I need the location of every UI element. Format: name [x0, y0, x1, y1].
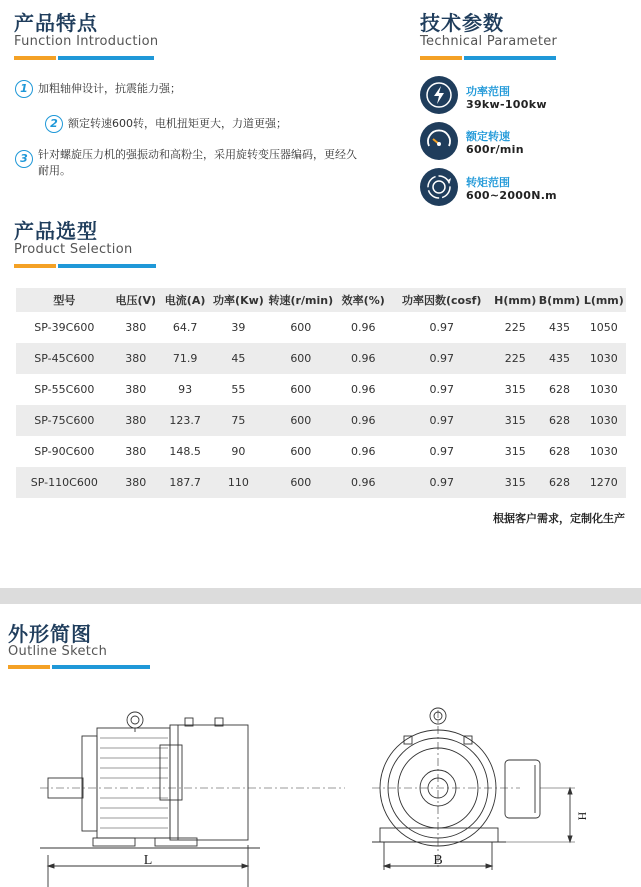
cell-b: 628 [537, 467, 581, 498]
cell-model: SP-75C600 [16, 405, 113, 436]
outline-underline [8, 665, 150, 669]
cell-speed: 600 [266, 312, 336, 343]
front-view [372, 708, 575, 870]
cell-l: 1030 [582, 374, 626, 405]
cell-l: 1270 [582, 467, 626, 498]
cell-voltage: 380 [113, 436, 159, 467]
cell-speed: 600 [266, 405, 336, 436]
cell-h: 225 [493, 312, 537, 343]
cell-efficiency: 0.96 [336, 436, 390, 467]
cell-power-factor: 0.97 [390, 374, 493, 405]
cell-speed: 600 [266, 436, 336, 467]
cell-power-factor: 0.97 [390, 436, 493, 467]
header-power-factor: 功率因数(cosf) [390, 288, 493, 312]
dim-h-label: H [575, 811, 589, 821]
cell-voltage: 380 [113, 405, 159, 436]
param-value-power: 39kw-100kw [466, 98, 547, 111]
cell-power-factor: 0.97 [390, 467, 493, 498]
cell-speed: 600 [266, 343, 336, 374]
selection-table [16, 288, 626, 498]
header-voltage: 电压(V) [113, 288, 159, 312]
cell-efficiency: 0.96 [336, 405, 390, 436]
param-label-torque: 转矩范围 [466, 176, 510, 189]
cell-model: SP-39C600 [16, 312, 113, 343]
header-power: 功率(Kw) [211, 288, 265, 312]
header-current: 电流(A) [159, 288, 211, 312]
torque-icon [420, 168, 458, 206]
cell-model: SP-90C600 [16, 436, 113, 467]
cell-model: SP-110C600 [16, 467, 113, 498]
cell-b: 628 [537, 374, 581, 405]
gauge-icon [420, 122, 458, 160]
cell-h: 315 [493, 467, 537, 498]
features-subtitle: Function Introduction [14, 34, 159, 49]
cell-power-factor: 0.97 [390, 343, 493, 374]
cell-l: 1030 [582, 343, 626, 374]
customization-note: 根据客户需求，定制化生产 [493, 512, 625, 525]
cell-voltage: 380 [113, 467, 159, 498]
technical-subtitle: Technical Parameter [420, 34, 558, 49]
selection-subtitle: Product Selection [14, 242, 133, 257]
header-l: L(mm) [582, 288, 626, 312]
cell-speed: 600 [266, 467, 336, 498]
cell-current: 187.7 [159, 467, 211, 498]
outline-subtitle: Outline Sketch [8, 644, 108, 659]
table-row [16, 374, 626, 405]
cell-b: 628 [537, 405, 581, 436]
cell-h: 315 [493, 405, 537, 436]
feature-item-1: 加粗轴伸设计，抗震能力强； [38, 82, 181, 95]
cell-current: 71.9 [159, 343, 211, 374]
cell-power: 39 [211, 312, 265, 343]
selection-underline [14, 264, 156, 268]
cell-power: 55 [211, 374, 265, 405]
feature-item-2: 额定转速600转，电机扭矩更大，力道更强； [68, 117, 287, 130]
table-row [16, 436, 626, 467]
param-value-torque: 600~2000N.m [466, 189, 557, 202]
cell-l: 1030 [582, 436, 626, 467]
technical-underline [420, 56, 556, 60]
header-h: H(mm) [493, 288, 537, 312]
cell-h: 315 [493, 436, 537, 467]
cell-efficiency: 0.96 [336, 467, 390, 498]
cell-h: 315 [493, 374, 537, 405]
header-b: B(mm) [537, 288, 581, 312]
cell-l: 1030 [582, 405, 626, 436]
header-speed: 转速(r/min) [266, 288, 336, 312]
cell-voltage: 380 [113, 343, 159, 374]
cell-speed: 600 [266, 374, 336, 405]
table-row [16, 467, 626, 498]
number-1-icon: 1 [15, 80, 33, 98]
cell-efficiency: 0.96 [336, 312, 390, 343]
number-2-icon: 2 [45, 115, 63, 133]
cell-current: 123.7 [159, 405, 211, 436]
param-label-power: 功率范围 [466, 85, 510, 98]
table-row [16, 312, 626, 343]
dim-b-label: B [433, 853, 443, 868]
cell-voltage: 380 [113, 374, 159, 405]
number-3-icon: 3 [15, 150, 33, 168]
selection-title: 产品选型 [14, 219, 98, 243]
cell-b: 435 [537, 343, 581, 374]
features-underline [14, 56, 154, 60]
cell-efficiency: 0.96 [336, 374, 390, 405]
table-row [16, 405, 626, 436]
param-label-speed: 额定转速 [466, 130, 510, 143]
table-header-row [16, 288, 626, 312]
cell-power: 45 [211, 343, 265, 374]
technical-title: 技术参数 [420, 11, 504, 35]
cell-power-factor: 0.97 [390, 312, 493, 343]
cell-h: 225 [493, 343, 537, 374]
feature-item-3-line1: 针对螺旋压力机的强振动和高粉尘，采用旋转变压器编码，更经久 [38, 148, 357, 161]
param-value-speed: 600r/min [466, 143, 524, 156]
header-efficiency: 效率(%) [336, 288, 390, 312]
cell-current: 64.7 [159, 312, 211, 343]
features-title: 产品特点 [14, 11, 98, 35]
cell-b: 435 [537, 312, 581, 343]
cell-power: 110 [211, 467, 265, 498]
cell-efficiency: 0.96 [336, 343, 390, 374]
cell-power: 90 [211, 436, 265, 467]
cell-b: 628 [537, 436, 581, 467]
outline-drawing [0, 680, 641, 887]
cell-voltage: 380 [113, 312, 159, 343]
cell-power: 75 [211, 405, 265, 436]
lightning-icon [420, 76, 458, 114]
cell-l: 1050 [582, 312, 626, 343]
dim-l-label: L [143, 853, 153, 868]
cell-current: 93 [159, 374, 211, 405]
cell-model: SP-45C600 [16, 343, 113, 374]
side-view [40, 712, 345, 887]
outline-title: 外形简图 [8, 622, 92, 646]
cell-power-factor: 0.97 [390, 405, 493, 436]
cell-current: 148.5 [159, 436, 211, 467]
cell-model: SP-55C600 [16, 374, 113, 405]
feature-item-3-line2: 耐用。 [38, 164, 71, 177]
header-model: 型号 [16, 288, 113, 312]
table-row [16, 343, 626, 374]
